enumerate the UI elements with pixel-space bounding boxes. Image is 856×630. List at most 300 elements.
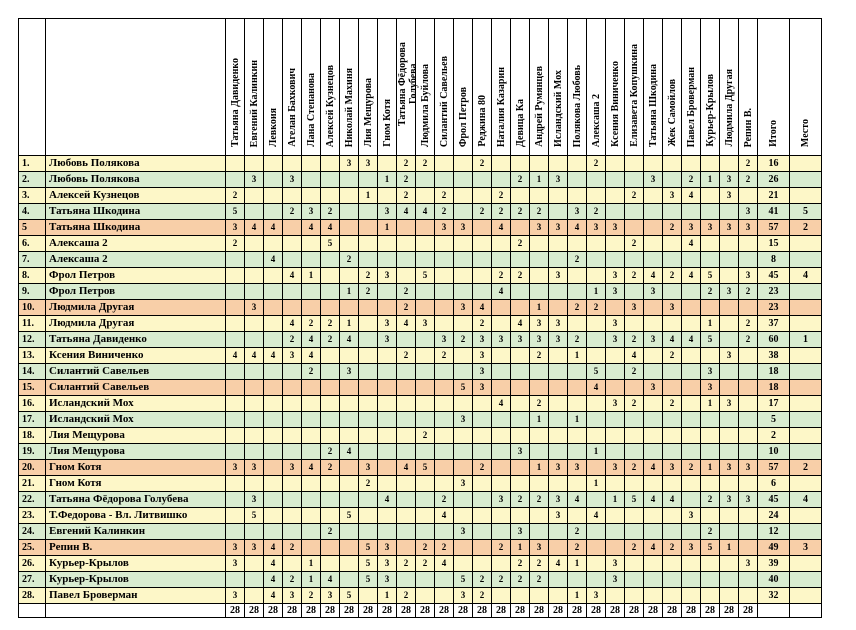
score-cell	[226, 572, 245, 588]
score-cell: 3	[549, 172, 568, 188]
score-cell	[625, 508, 644, 524]
footer-count-cell: 28	[663, 604, 682, 618]
score-cell	[530, 380, 549, 396]
table-row	[19, 172, 822, 188]
score-cell: 3	[568, 204, 587, 220]
score-cell: 2	[473, 572, 492, 588]
score-cell	[568, 268, 587, 284]
score-cell: 2	[568, 540, 587, 556]
score-cell	[340, 556, 359, 572]
score-cell: 3	[606, 332, 625, 348]
score-cell: 2	[511, 172, 530, 188]
score-cell: 4	[644, 268, 663, 284]
score-cell	[302, 172, 321, 188]
score-cell: 3	[663, 188, 682, 204]
place-cell	[790, 316, 822, 332]
score-cell	[587, 172, 606, 188]
score-cell	[663, 508, 682, 524]
row-number: 22.	[19, 492, 46, 508]
player-column-header	[663, 19, 682, 156]
score-cell	[511, 412, 530, 428]
player-column-header-label: Людмила Другая	[723, 69, 735, 147]
participant-name: Курьер-Крылов	[46, 572, 226, 588]
score-cell	[245, 396, 264, 412]
score-cell: 4	[568, 492, 587, 508]
score-cell: 3	[606, 284, 625, 300]
score-cell	[473, 428, 492, 444]
score-cell	[739, 572, 758, 588]
score-cell	[473, 412, 492, 428]
score-cell	[416, 348, 435, 364]
score-cell	[720, 380, 739, 396]
score-cell	[720, 316, 739, 332]
player-column-header-label: Алексаша 2	[590, 93, 602, 147]
score-cell: 4	[321, 220, 340, 236]
score-cell: 1	[530, 412, 549, 428]
score-cell	[625, 428, 644, 444]
score-cell	[587, 428, 606, 444]
score-cell: 4	[682, 268, 701, 284]
score-cell	[644, 588, 663, 604]
row-number: 2.	[19, 172, 46, 188]
score-cell	[644, 444, 663, 460]
score-cell: 2	[302, 588, 321, 604]
score-cell	[397, 268, 416, 284]
score-cell: 3	[226, 460, 245, 476]
score-cell: 2	[587, 300, 606, 316]
player-column-header-label: Николай Махиня	[343, 67, 355, 147]
table-row	[19, 156, 822, 172]
score-cell	[359, 412, 378, 428]
score-cell: 2	[416, 556, 435, 572]
player-column-header-label: Наталия Казарин	[495, 66, 507, 147]
score-cell: 1	[378, 172, 397, 188]
player-column-header	[549, 19, 568, 156]
score-cell	[492, 300, 511, 316]
score-cell	[606, 348, 625, 364]
score-cell: 1	[701, 316, 720, 332]
score-cell	[245, 204, 264, 220]
score-cell: 2	[226, 236, 245, 252]
score-cell	[454, 156, 473, 172]
score-cell	[511, 252, 530, 268]
score-cell	[473, 524, 492, 540]
table-row	[19, 268, 822, 284]
score-cell	[454, 460, 473, 476]
score-cell	[416, 412, 435, 428]
player-column-header	[245, 19, 264, 156]
score-cell	[625, 476, 644, 492]
score-cell	[226, 284, 245, 300]
total-cell: 45	[758, 268, 790, 284]
score-cell	[511, 588, 530, 604]
score-cell	[245, 524, 264, 540]
table-row	[19, 524, 822, 540]
place-cell	[790, 284, 822, 300]
score-cell: 4	[587, 508, 606, 524]
score-cell	[682, 428, 701, 444]
score-cell	[530, 268, 549, 284]
score-cell: 4	[549, 556, 568, 572]
score-cell	[739, 444, 758, 460]
score-cell	[264, 396, 283, 412]
score-cell	[283, 508, 302, 524]
score-cell	[321, 252, 340, 268]
score-cell: 2	[397, 556, 416, 572]
score-cell	[302, 380, 321, 396]
score-cell	[416, 284, 435, 300]
score-cell: 2	[283, 572, 302, 588]
total-cell: 32	[758, 588, 790, 604]
header-row	[19, 19, 822, 156]
score-cell: 3	[720, 348, 739, 364]
score-cell	[549, 572, 568, 588]
participant-name: Евгений Калинкин	[46, 524, 226, 540]
score-cell	[587, 188, 606, 204]
score-cell: 4	[245, 348, 264, 364]
score-cell	[340, 300, 359, 316]
score-cell: 2	[435, 540, 454, 556]
footer-count-cell: 28	[492, 604, 511, 618]
score-cell	[644, 556, 663, 572]
score-cell: 4	[283, 268, 302, 284]
participant-name: Павел Броверман	[46, 588, 226, 604]
total-cell: 23	[758, 300, 790, 316]
score-cell: 4	[416, 204, 435, 220]
score-cell	[568, 316, 587, 332]
player-column-header	[720, 19, 739, 156]
player-column-header	[340, 19, 359, 156]
score-cell	[226, 300, 245, 316]
table-row	[19, 204, 822, 220]
score-cell: 2	[416, 428, 435, 444]
score-cell	[663, 316, 682, 332]
score-cell: 2	[663, 396, 682, 412]
score-cell	[568, 156, 587, 172]
score-cell: 2	[663, 540, 682, 556]
score-cell: 4	[283, 316, 302, 332]
score-cell: 3	[663, 300, 682, 316]
score-cell: 4	[397, 204, 416, 220]
score-cell	[720, 364, 739, 380]
score-cell	[606, 364, 625, 380]
score-cell: 2	[321, 316, 340, 332]
score-cell	[492, 156, 511, 172]
row-number: 1.	[19, 156, 46, 172]
score-cell	[720, 524, 739, 540]
score-cell	[720, 588, 739, 604]
score-cell	[606, 524, 625, 540]
score-cell: 1	[606, 492, 625, 508]
score-cell: 2	[568, 252, 587, 268]
place-cell	[790, 428, 822, 444]
score-cell: 3	[378, 540, 397, 556]
score-cell	[454, 396, 473, 412]
score-cell: 3	[454, 300, 473, 316]
player-column-header	[226, 19, 245, 156]
score-cell	[511, 508, 530, 524]
score-cell	[245, 284, 264, 300]
score-cell	[283, 284, 302, 300]
score-cell	[720, 572, 739, 588]
row-number: 3.	[19, 188, 46, 204]
score-cell: 4	[340, 332, 359, 348]
score-cell: 2	[473, 588, 492, 604]
score-cell	[302, 444, 321, 460]
score-cell: 1	[530, 300, 549, 316]
footer-count-cell: 28	[568, 604, 587, 618]
score-cell	[701, 476, 720, 492]
score-cell	[302, 284, 321, 300]
score-cell: 4	[625, 348, 644, 364]
score-cell: 4	[568, 220, 587, 236]
score-cell	[302, 236, 321, 252]
score-cell	[321, 396, 340, 412]
score-cell	[245, 428, 264, 444]
score-cell: 4	[511, 316, 530, 332]
score-cell: 3	[549, 508, 568, 524]
score-cell	[568, 284, 587, 300]
score-cell	[473, 492, 492, 508]
score-cell	[606, 204, 625, 220]
score-cell	[340, 412, 359, 428]
score-cell	[549, 284, 568, 300]
score-cell	[663, 364, 682, 380]
score-cell	[549, 348, 568, 364]
score-cell: 3	[511, 524, 530, 540]
score-cell	[492, 348, 511, 364]
table-row	[19, 364, 822, 380]
score-cell	[549, 476, 568, 492]
row-number: 9.	[19, 284, 46, 300]
score-cell	[264, 524, 283, 540]
player-column-header	[511, 19, 530, 156]
player-column-header-label: Алексей Кузнецов	[324, 64, 336, 147]
player-column-header-label: Лия Мещурова	[362, 77, 374, 147]
score-cell	[397, 396, 416, 412]
score-cell	[568, 428, 587, 444]
score-cell: 5	[340, 588, 359, 604]
score-cell	[340, 236, 359, 252]
score-cell	[378, 428, 397, 444]
place-cell	[790, 412, 822, 428]
table-row	[19, 492, 822, 508]
footer-count-cell: 28	[283, 604, 302, 618]
score-cell: 2	[663, 268, 682, 284]
footer-count-cell: 28	[397, 604, 416, 618]
table-row	[19, 252, 822, 268]
score-cell	[454, 556, 473, 572]
score-cell	[435, 444, 454, 460]
score-cell	[340, 268, 359, 284]
score-cell: 2	[511, 204, 530, 220]
score-cell	[701, 204, 720, 220]
score-cell	[264, 428, 283, 444]
score-cell	[568, 236, 587, 252]
score-cell	[283, 492, 302, 508]
score-cell	[226, 508, 245, 524]
table-row	[19, 220, 822, 236]
score-cell: 2	[625, 540, 644, 556]
player-column-header-label: Андрей Румянцев	[533, 66, 545, 147]
score-cell	[226, 412, 245, 428]
score-cell	[435, 364, 454, 380]
score-cell	[397, 508, 416, 524]
score-cell	[454, 252, 473, 268]
score-cell: 3	[473, 332, 492, 348]
score-cell: 3	[283, 172, 302, 188]
score-cell: 3	[606, 460, 625, 476]
score-cell	[549, 428, 568, 444]
table-row	[19, 348, 822, 364]
score-cell: 4	[682, 332, 701, 348]
row-number: 24.	[19, 524, 46, 540]
score-cell: 4	[492, 284, 511, 300]
score-cell	[511, 188, 530, 204]
score-cell	[378, 252, 397, 268]
score-cell	[435, 300, 454, 316]
score-cell	[606, 300, 625, 316]
participant-name: Алексаша 2	[46, 252, 226, 268]
footer-count-cell: 28	[587, 604, 606, 618]
score-cell	[283, 156, 302, 172]
score-cell	[663, 284, 682, 300]
player-column-header-label: Курьер-Крылов	[704, 74, 716, 147]
score-cell: 2	[568, 300, 587, 316]
score-cell	[340, 460, 359, 476]
table-row	[19, 188, 822, 204]
row-number: 10.	[19, 300, 46, 316]
player-column-header-label: Павел Броверман	[685, 66, 697, 147]
score-cell: 4	[492, 220, 511, 236]
score-cell	[302, 412, 321, 428]
score-cell	[416, 300, 435, 316]
score-cell	[587, 572, 606, 588]
score-cell: 3	[606, 220, 625, 236]
score-cell: 3	[416, 316, 435, 332]
score-cell	[682, 588, 701, 604]
score-cell	[454, 364, 473, 380]
footer-count-cell: 28	[378, 604, 397, 618]
score-cell	[682, 316, 701, 332]
score-cell: 3	[701, 380, 720, 396]
score-cell	[625, 252, 644, 268]
participant-name: Алексей Кузнецов	[46, 188, 226, 204]
score-cell	[644, 572, 663, 588]
score-cell	[739, 380, 758, 396]
score-cell	[511, 220, 530, 236]
score-cell	[226, 268, 245, 284]
score-cell	[473, 476, 492, 492]
score-cell	[682, 412, 701, 428]
score-cell: 2	[283, 540, 302, 556]
score-cell: 3	[625, 300, 644, 316]
score-cell	[644, 300, 663, 316]
score-cell	[701, 300, 720, 316]
score-cell	[606, 476, 625, 492]
table-row	[19, 316, 822, 332]
score-cell	[397, 412, 416, 428]
score-cell	[378, 364, 397, 380]
score-cell	[492, 252, 511, 268]
score-cell	[378, 524, 397, 540]
score-cell: 3	[720, 284, 739, 300]
score-cell	[321, 508, 340, 524]
score-cell	[397, 364, 416, 380]
score-cell	[549, 252, 568, 268]
score-cell: 2	[454, 332, 473, 348]
participant-name: Людмила Другая	[46, 300, 226, 316]
score-cell	[720, 300, 739, 316]
score-cell: 3	[378, 572, 397, 588]
score-cell: 1	[511, 540, 530, 556]
score-cell	[739, 188, 758, 204]
footer-count-cell: 28	[530, 604, 549, 618]
total-cell: 10	[758, 444, 790, 460]
player-column-header-label: Девица Ка	[514, 99, 526, 147]
score-cell	[682, 572, 701, 588]
score-cell	[435, 252, 454, 268]
score-cell	[321, 380, 340, 396]
score-cell: 4	[473, 300, 492, 316]
score-cell	[682, 396, 701, 412]
score-cell	[606, 252, 625, 268]
score-cell	[701, 572, 720, 588]
score-cell	[302, 524, 321, 540]
player-column-header-label: Лана Степанова	[305, 73, 317, 147]
score-cell	[416, 492, 435, 508]
score-cell	[359, 444, 378, 460]
player-column-header	[397, 19, 419, 156]
score-cell	[416, 380, 435, 396]
place-cell	[790, 508, 822, 524]
score-cell	[321, 364, 340, 380]
score-cell: 2	[397, 156, 416, 172]
place-cell	[790, 348, 822, 364]
score-cell	[397, 524, 416, 540]
score-cell	[492, 316, 511, 332]
score-cell	[549, 444, 568, 460]
score-cell	[283, 524, 302, 540]
score-cell: 3	[245, 300, 264, 316]
score-cell	[473, 396, 492, 412]
table-row	[19, 236, 822, 252]
table-row	[19, 380, 822, 396]
player-column-header-label: Татьяна Давиденко	[229, 58, 241, 147]
score-cell	[340, 188, 359, 204]
score-cell: 4	[264, 540, 283, 556]
score-cell: 2	[435, 492, 454, 508]
score-cell	[226, 492, 245, 508]
score-cell	[663, 476, 682, 492]
table-row	[19, 476, 822, 492]
player-column-header	[530, 19, 549, 156]
score-cell	[549, 188, 568, 204]
score-cell: 3	[568, 460, 587, 476]
score-cell	[625, 156, 644, 172]
score-cell	[663, 428, 682, 444]
score-cell	[321, 188, 340, 204]
score-cell: 4	[397, 460, 416, 476]
score-cell: 3	[549, 460, 568, 476]
score-cell: 4	[264, 220, 283, 236]
footer-row	[19, 604, 822, 618]
place-cell: 5	[790, 204, 822, 220]
score-cell: 1	[701, 172, 720, 188]
score-cell	[283, 556, 302, 572]
score-cell: 2	[283, 332, 302, 348]
score-cell: 2	[682, 460, 701, 476]
